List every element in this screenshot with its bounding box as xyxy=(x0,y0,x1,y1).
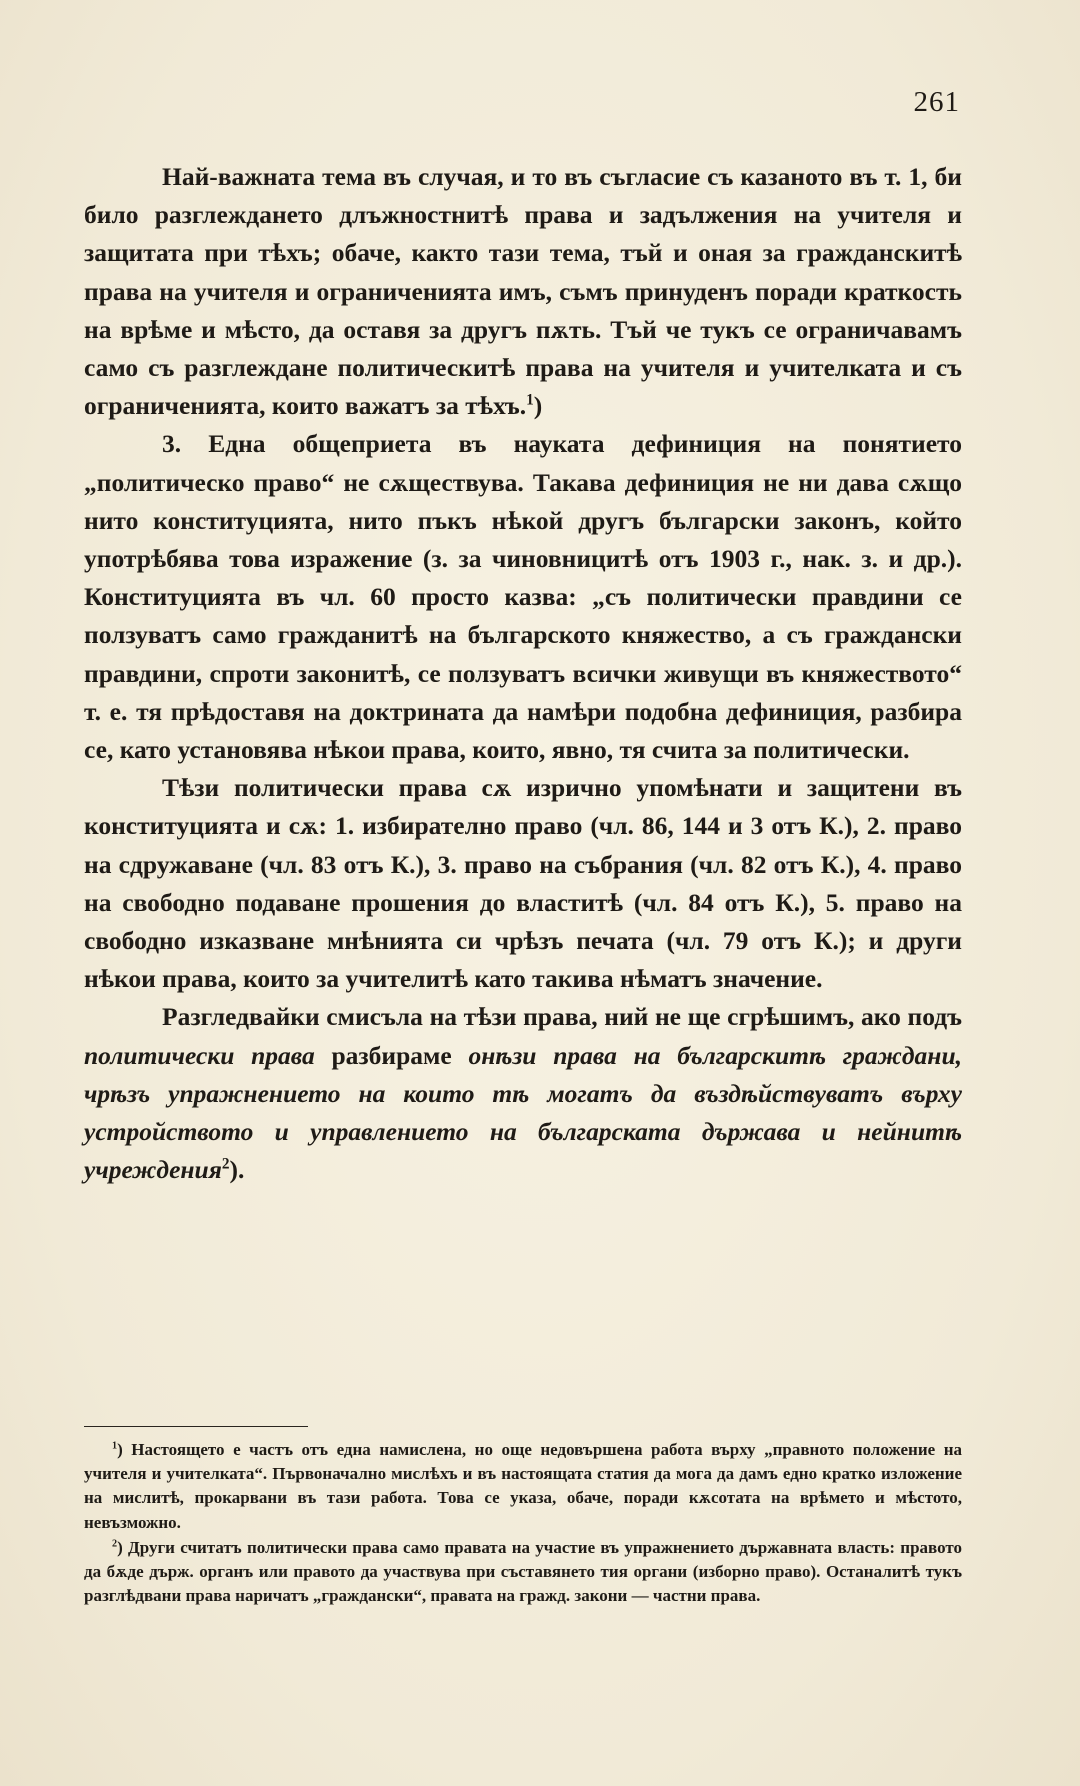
footnote-2-text: ) Други считатъ политически права само правата на участие въ упражнението държавната власть: правото да бѫде държ. органъ или правото да участвува при съставянето тия органи (изборно право). Останалитѣ тукъ разглѣдвани права наричатъ „граждански“, правата на гражд. закони — частни права. xyxy=(84,1537,962,1606)
footnote-divider xyxy=(84,1426,308,1427)
footnote-1 xyxy=(84,1438,962,1535)
paragraph-3: Тѣзи политически права сѫ изрично упомѣнати и защитени въ конституцията и сѫ: 1. избирателно право (чл. 86, 144 и 3 отъ К.), 2. право на сдружаване (чл. 83 отъ К.), 3. право на събрания (чл. 82 отъ К.), 4. право на свободно подаване прошения до властитѣ (чл. 84 отъ К.), 5. право на свободно изказване мнѣнията си чрѣзъ печата (чл. 79 отъ К.); и други нѣкои права, които за учителитѣ като такива нѣматъ значение. xyxy=(84,773,962,994)
paragraph-4-emphasis-2: онѣзи права на българскитѣ граждани, чрѣзъ упражнението на които тѣ могатъ да въздѣйствуватъ върху устройството и управлението на българската държава и нейнитѣ учреждения xyxy=(84,1040,963,1185)
paragraph-1-text: Най-важната тема въ случая, и то въ съгласие съ казаното въ т. 1, би било разглеждането длъжностнитѣ права и задължения на учителя и защитата при тѣхъ; обаче, както тази тема, тъй и оная за гражданскитѣ права на учителя и ограниченията имъ, съмъ принуденъ поради краткость на врѣме и мѣсто, да оставя за другъ пѫть. Тъй че тукъ се ограничавамъ само съ разглеждане политическитѣ права на учителя и учителката и съ ограниченията, които важатъ за тѣхъ. xyxy=(84,162,962,421)
paragraph-4 xyxy=(84,998,962,1189)
footnote-ref-1-close: ) xyxy=(533,391,543,421)
footnote-2 xyxy=(84,1536,962,1609)
footnote-ref-2-close: ). xyxy=(229,1155,245,1185)
paragraph-1 xyxy=(84,158,962,425)
footnote-1-marker: 1 xyxy=(112,1440,118,1452)
page-number: 261 xyxy=(913,86,960,118)
paragraph-4-emphasis-1: политически права xyxy=(84,1040,315,1070)
paragraph-4-text-b: разбираме xyxy=(331,1040,452,1070)
paragraph-4-text-a: Разгледвайки смисъла на тѣзи права, ний не ще сгрѣшимъ, ако подъ xyxy=(162,1002,962,1032)
main-text xyxy=(84,158,962,1189)
footnote-ref-1: 1 xyxy=(526,391,534,409)
footnote-1-text: ) Настоящето е частъ отъ една намислена, но още недовършена работа върху „правното положение на учителя и учителката“. Първоначално мислѣхъ и въ настоящата статия да мога да дамъ едно кратко изложение на мислитѣ, прокарвани въ тази работа. Това се указа, обаче, поради кѫсотата на врѣмето и мѣстото, невъзможно. xyxy=(84,1440,962,1532)
footnote-ref-2: 2 xyxy=(221,1155,230,1173)
footnote-2-marker: 2 xyxy=(112,1538,118,1550)
footnotes xyxy=(84,1438,962,1608)
paragraph-2: 3. Една общеприета въ науката дефиниция на понятието „политическо право“ не сѫществува. Такава дефиниция не ни дава сѫщо нито конституцията, нито пъкъ нѣкой другъ български законъ, който употрѣбява това изражение (з. за чиновницитѣ отъ 1903 г., нак. з. и др.). Конституцията въ чл. 60 просто казва: „съ политически правдини се ползуватъ само гражданитѣ на българското княжество, а съ граждански правдини, спроти законитѣ, се ползуватъ всички живущи въ княжеството“ т. е. тя прѣдоставя на доктрината да намѣри подобна дефиниция, разбира се, като установява нѣкои права, които, явно, тя счита за политически. xyxy=(84,429,962,765)
